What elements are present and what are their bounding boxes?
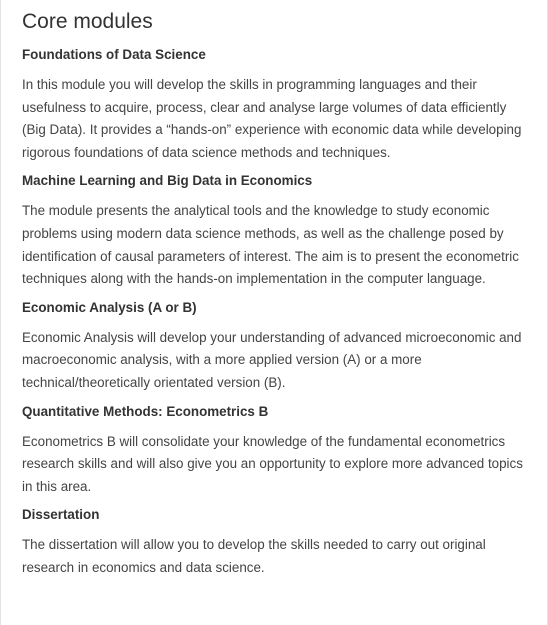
module-description: Economic Analysis will develop your understanding of advanced microeconomic and macroeconomic analysis, with a more applied version (A) or a more technical/theoretically orientated version (B). <box>22 329 522 390</box>
module-description: Econometrics B will consolidate your knowledge of the fundamental econometrics research skills and will also give you an opportunity to explore more advanced topics in this area. <box>22 433 523 494</box>
module-description: The module presents the analytical tools and the knowledge to study economic problems using modern data science methods, as well as the challenge posed by identification of causal parameters of interest. The aim is to present the econometric techniques along with the hands-on implementation in the computer language. <box>22 203 519 287</box>
module-machine-learning-big-data <box>22 171 527 290</box>
module-economic-analysis <box>22 298 527 395</box>
module-description: In this module you will develop the skills in programming languages and their usefulness to acquire, process, clear and analyse large volumes of data efficiently (Big Data). It provides a “hands-on” experience with economic data while developing rigorous foundations of data science methods and techniques. <box>22 77 522 160</box>
module-description: The dissertation will allow you to develop the skills needed to carry out original research in economics and data science. <box>22 537 486 575</box>
page-title: Core modules <box>22 10 153 33</box>
module-title: Dissertation <box>22 507 100 523</box>
module-title: Foundations of Data Science <box>22 47 206 62</box>
module-foundations-of-data-science <box>22 45 527 164</box>
module-econometrics-b <box>22 402 527 499</box>
module-title: Economic Analysis (A or B) <box>22 299 197 315</box>
module-dissertation <box>22 505 527 579</box>
content-area <box>1 0 547 580</box>
module-title: Quantitative Methods: Econometrics B <box>22 403 269 419</box>
module-title: Machine Learning and Big Data in Economics <box>22 173 313 189</box>
